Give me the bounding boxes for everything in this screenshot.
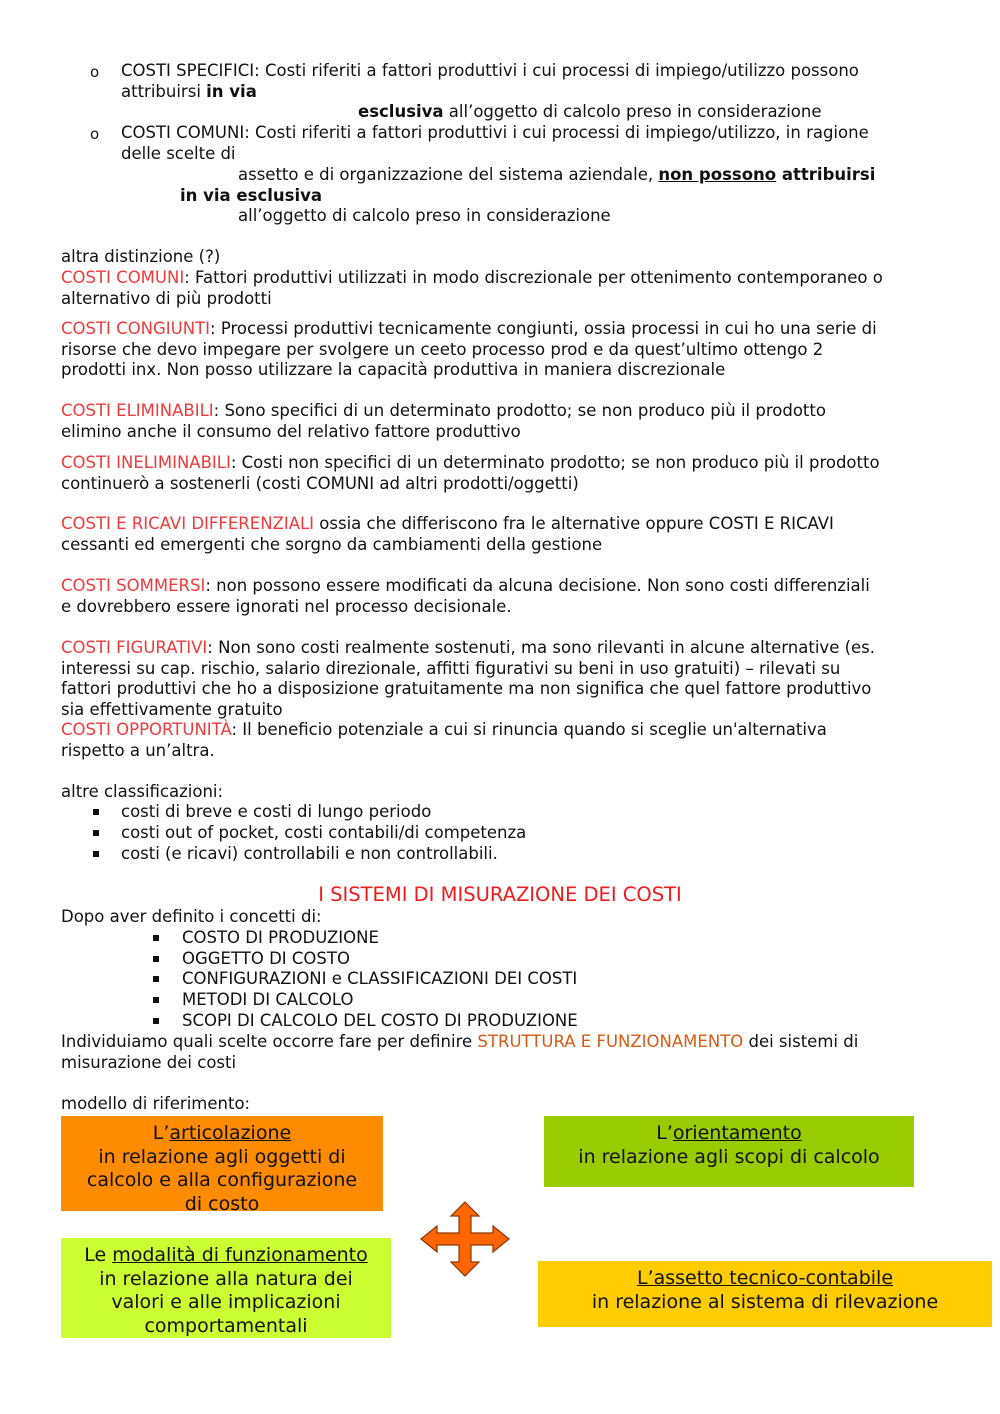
- other-distinction: altra distinzione (?): [61, 247, 221, 266]
- def-costi-congiunti: COSTI CONGIUNTI: Processi produttivi tecnicamente congiunti, ossia processi in cui ho una serie di risorse che devo impegare per svolgere un ceeto processo prod e da quest’ultimo ottengo 2 prodotti inx. Non posso utilizzare la capacità produttiva in maniera discrezionale: [61, 319, 877, 380]
- bullet-square-icon: [93, 809, 99, 815]
- costi-specifici-line1: COSTI SPECIFICI: Costi riferiti a fattori produttivi i cui processi di impiego/utilizzo possono: [121, 61, 859, 80]
- concept-item: CONFIGURAZIONI e CLASSIFICAZIONI DEI COSTI: [182, 969, 578, 988]
- def-costi-comuni: COSTI COMUNI: Fattori produttivi utilizzati in modo discrezionale per ottenimento contemporaneo o alternativo di più prodotti: [61, 268, 883, 308]
- bullet-square-icon: [153, 956, 159, 962]
- costi-comuni-line5: all’oggetto di calcolo preso in considerazione: [238, 206, 611, 225]
- costi-specifici-line2: attribuirsi in via: [121, 82, 257, 101]
- concept-item: METODI DI CALCOLO: [182, 990, 354, 1009]
- def-costi-sommersi: COSTI SOMMERSI: non possono essere modificati da alcuna decisione. Non sono costi differenziali e dovrebbero essere ignorati nel processo decisionale.: [61, 576, 870, 616]
- costi-comuni-line4: in via esclusiva: [180, 186, 322, 205]
- def-costi-eliminabili: COSTI ELIMINABILI: Sono specifici di un determinato prodotto; se non produco più il prodotto elimino anche il consumo del relativo fattore produttivo: [61, 401, 826, 441]
- box-assetto: L’assetto tecnico-contabile in relazione al sistema di rilevazione: [538, 1261, 992, 1327]
- box-funzionamento: Le modalità di funzionamento in relazione alla natura dei valori e alle implicazioni comportamentali: [61, 1238, 391, 1338]
- concept-item: SCOPI DI CALCOLO DEL COSTO DI PRODUZIONE: [182, 1011, 578, 1030]
- four-way-arrow-icon: [419, 1200, 511, 1278]
- def-costi-ineliminabili: COSTI INELIMINABILI: Costi non specifici di un determinato prodotto; se non produco più il prodotto continuerò a sostenerli (costi COMUNI ad altri prodotti/oggetti): [61, 453, 880, 493]
- section-title: I SISTEMI DI MISURAZIONE DEI COSTI: [318, 883, 682, 906]
- bullet-square-icon: [93, 851, 99, 857]
- box-orientamento: L’orientamento in relazione agli scopi di calcolo: [544, 1116, 914, 1187]
- def-costi-differenziali: COSTI E RICAVI DIFFERENZIALI ossia che differiscono fra le alternative oppure COSTI E RICAVI cessanti ed emergenti che sorgno da cambiamenti della gestione: [61, 514, 834, 554]
- conclusion-text: Individuiamo quali scelte occorre fare per definire STRUTTURA E FUNZIONAMENTO dei sistemi di misurazione dei costi: [61, 1032, 859, 1072]
- bullet-square-icon: [153, 976, 159, 982]
- bullet-square-icon: [153, 997, 159, 1003]
- intro-text: Dopo aver definito i concetti di:: [61, 907, 322, 926]
- concept-item: OGGETTO DI COSTO: [182, 949, 350, 968]
- bullet-square-icon: [153, 935, 159, 941]
- classification-item: costi out of pocket, costi contabili/di competenza: [121, 823, 527, 842]
- classification-item: costi di breve e costi di lungo periodo: [121, 802, 432, 821]
- bullet-square-icon: [153, 1018, 159, 1024]
- concept-item: COSTO DI PRODUZIONE: [182, 928, 379, 947]
- model-label: modello di riferimento:: [61, 1094, 251, 1113]
- box-articolazione: L’articolazione in relazione agli oggetti di calcolo e alla configurazione di costo: [61, 1116, 383, 1211]
- bullet-square-icon: [93, 830, 99, 836]
- costi-specifici-line3: esclusiva all’oggetto di calcolo preso in considerazione: [358, 102, 822, 121]
- bullet-marker: o: [90, 63, 100, 81]
- costi-comuni-line1: COSTI COMUNI: Costi riferiti a fattori produttivi i cui processi di impiego/utilizzo, in ragione: [121, 123, 869, 142]
- classification-item: costi (e ricavi) controllabili e non controllabili.: [121, 844, 498, 863]
- costi-comuni-line2: delle scelte di: [121, 144, 236, 163]
- costi-comuni-line3: assetto e di organizzazione del sistema aziendale, non possono attribuirsi: [238, 165, 876, 184]
- bullet-marker: o: [90, 125, 100, 143]
- other-classifications-heading: altre classificazioni:: [61, 782, 224, 801]
- def-costi-figurativi: COSTI FIGURATIVI: Non sono costi realmente sostenuti, ma sono rilevanti in alcune alternative (es. interessi su cap. rischio, salario direzionale, affitti figurativi su beni in uso gratuiti) – rilevati su fattori produttivi che ho a disposizione gratuitamente ma non significa che quel fattore produttivo sia effettivamente gratuito COSTI OPPORTUNITÀ: Il beneficio potenziale a cui si rinuncia quando si sceglie un'alternativa rispetto a un’altra.: [61, 638, 876, 760]
